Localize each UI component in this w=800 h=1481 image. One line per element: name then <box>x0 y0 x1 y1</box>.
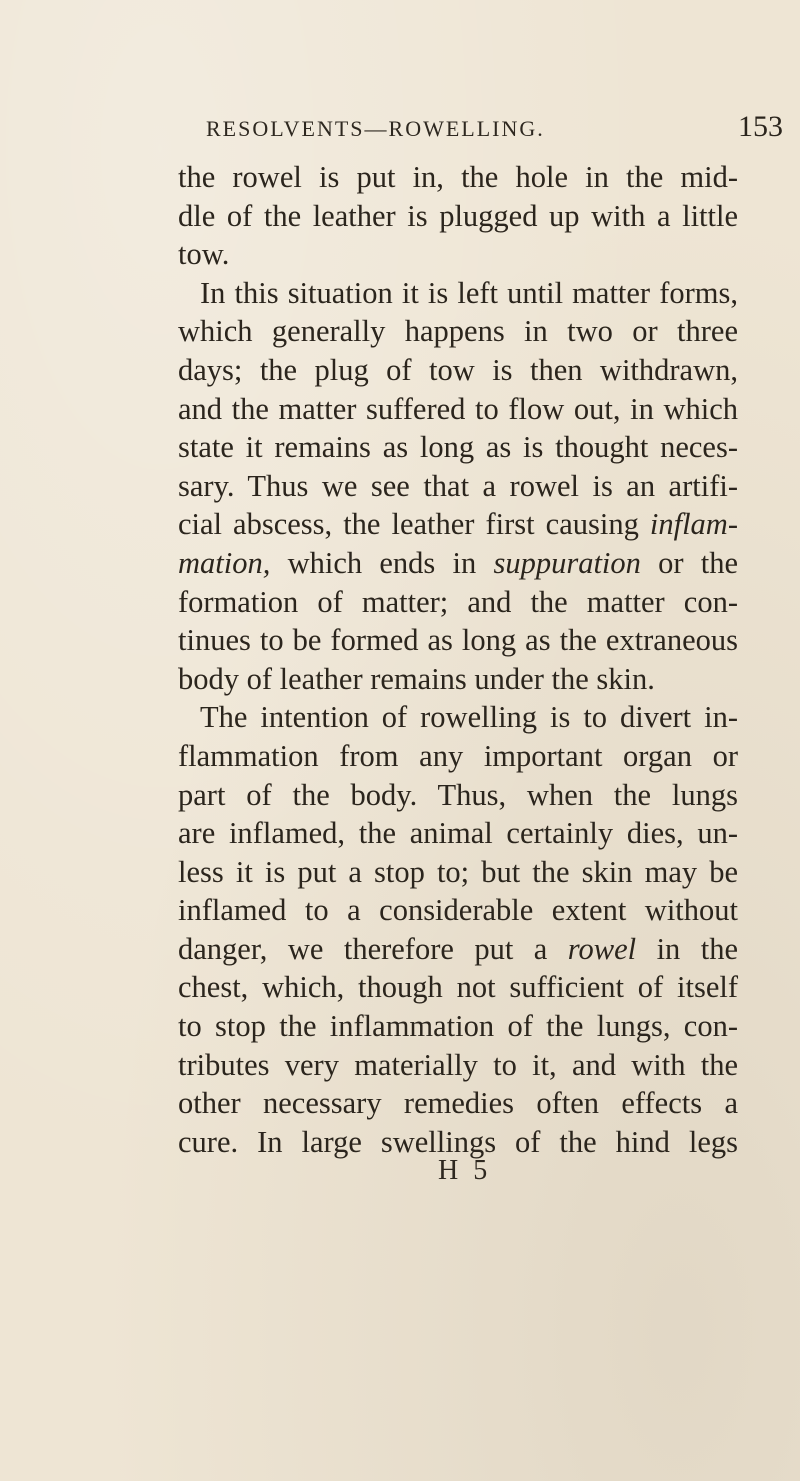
text-line: chest, which, though not sufficient of itself <box>178 970 738 1005</box>
text-line: part of the body. Thus, when the lungs <box>178 777 738 812</box>
text-line: which generally happens in two or three <box>178 314 738 349</box>
text-line <box>178 930 738 969</box>
text-line: body of leather remains under the skin. <box>178 661 655 696</box>
text-line: flammation from any important organ or <box>178 738 738 773</box>
signature-mark: H 5 <box>438 1155 492 1186</box>
text-line: days; the plug of tow is then withdrawn, <box>178 352 738 387</box>
text-line: are inflamed, the animal certainly dies, un- <box>178 816 738 851</box>
text-line: the rowel is put in, the hole in the mid- <box>178 160 738 194</box>
text-line <box>178 544 738 583</box>
text-line: and the matter suffered to flow out, in which <box>178 391 738 426</box>
text-line: dle of the leather is plugged up with a little <box>178 198 738 233</box>
text-line: sary. Thus we see that a rowel is an artifi- <box>178 468 738 503</box>
text-line: inflamed to a considerable extent without <box>178 893 738 928</box>
running-head <box>0 110 800 146</box>
text-line: tributes very materially to it, and with the <box>178 1047 738 1082</box>
text-line: other necessary remedies often effects a <box>178 1086 738 1121</box>
italic-term: mation, <box>178 545 271 580</box>
text-segment: or the <box>658 545 739 580</box>
text-line: tinues to be formed as long as the extraneous <box>178 623 738 658</box>
text-line: formation of matter; and the matter con- <box>178 584 738 619</box>
text-line: less it is put a stop to; but the skin may be <box>178 854 738 889</box>
text-line: In this situation it is left until matter forms, <box>200 275 738 310</box>
text-line: cure. In large swellings of the hind legs <box>178 1124 738 1159</box>
text-line: tow. <box>178 237 230 272</box>
text-segment: cial abscess, the leather first causing <box>178 507 639 542</box>
italic-term: rowel <box>567 931 637 966</box>
running-title: RESOLVENTS—ROWELLING. <box>206 116 545 141</box>
italic-term: inflam- <box>649 507 738 542</box>
text-line <box>178 505 738 544</box>
text-segment: in the <box>656 931 738 966</box>
text-segment: danger, we therefore put a <box>178 931 548 966</box>
text-line: state it remains as long as is thought neces- <box>178 430 738 465</box>
page-number: 153 <box>738 110 783 143</box>
italic-term: suppuration <box>493 545 641 580</box>
text-segment: which ends in <box>287 545 477 580</box>
text-line: The intention of rowelling is to divert in- <box>200 700 738 735</box>
body-text <box>178 158 738 1161</box>
text-line: to stop the inflammation of the lungs, con- <box>178 1009 738 1044</box>
